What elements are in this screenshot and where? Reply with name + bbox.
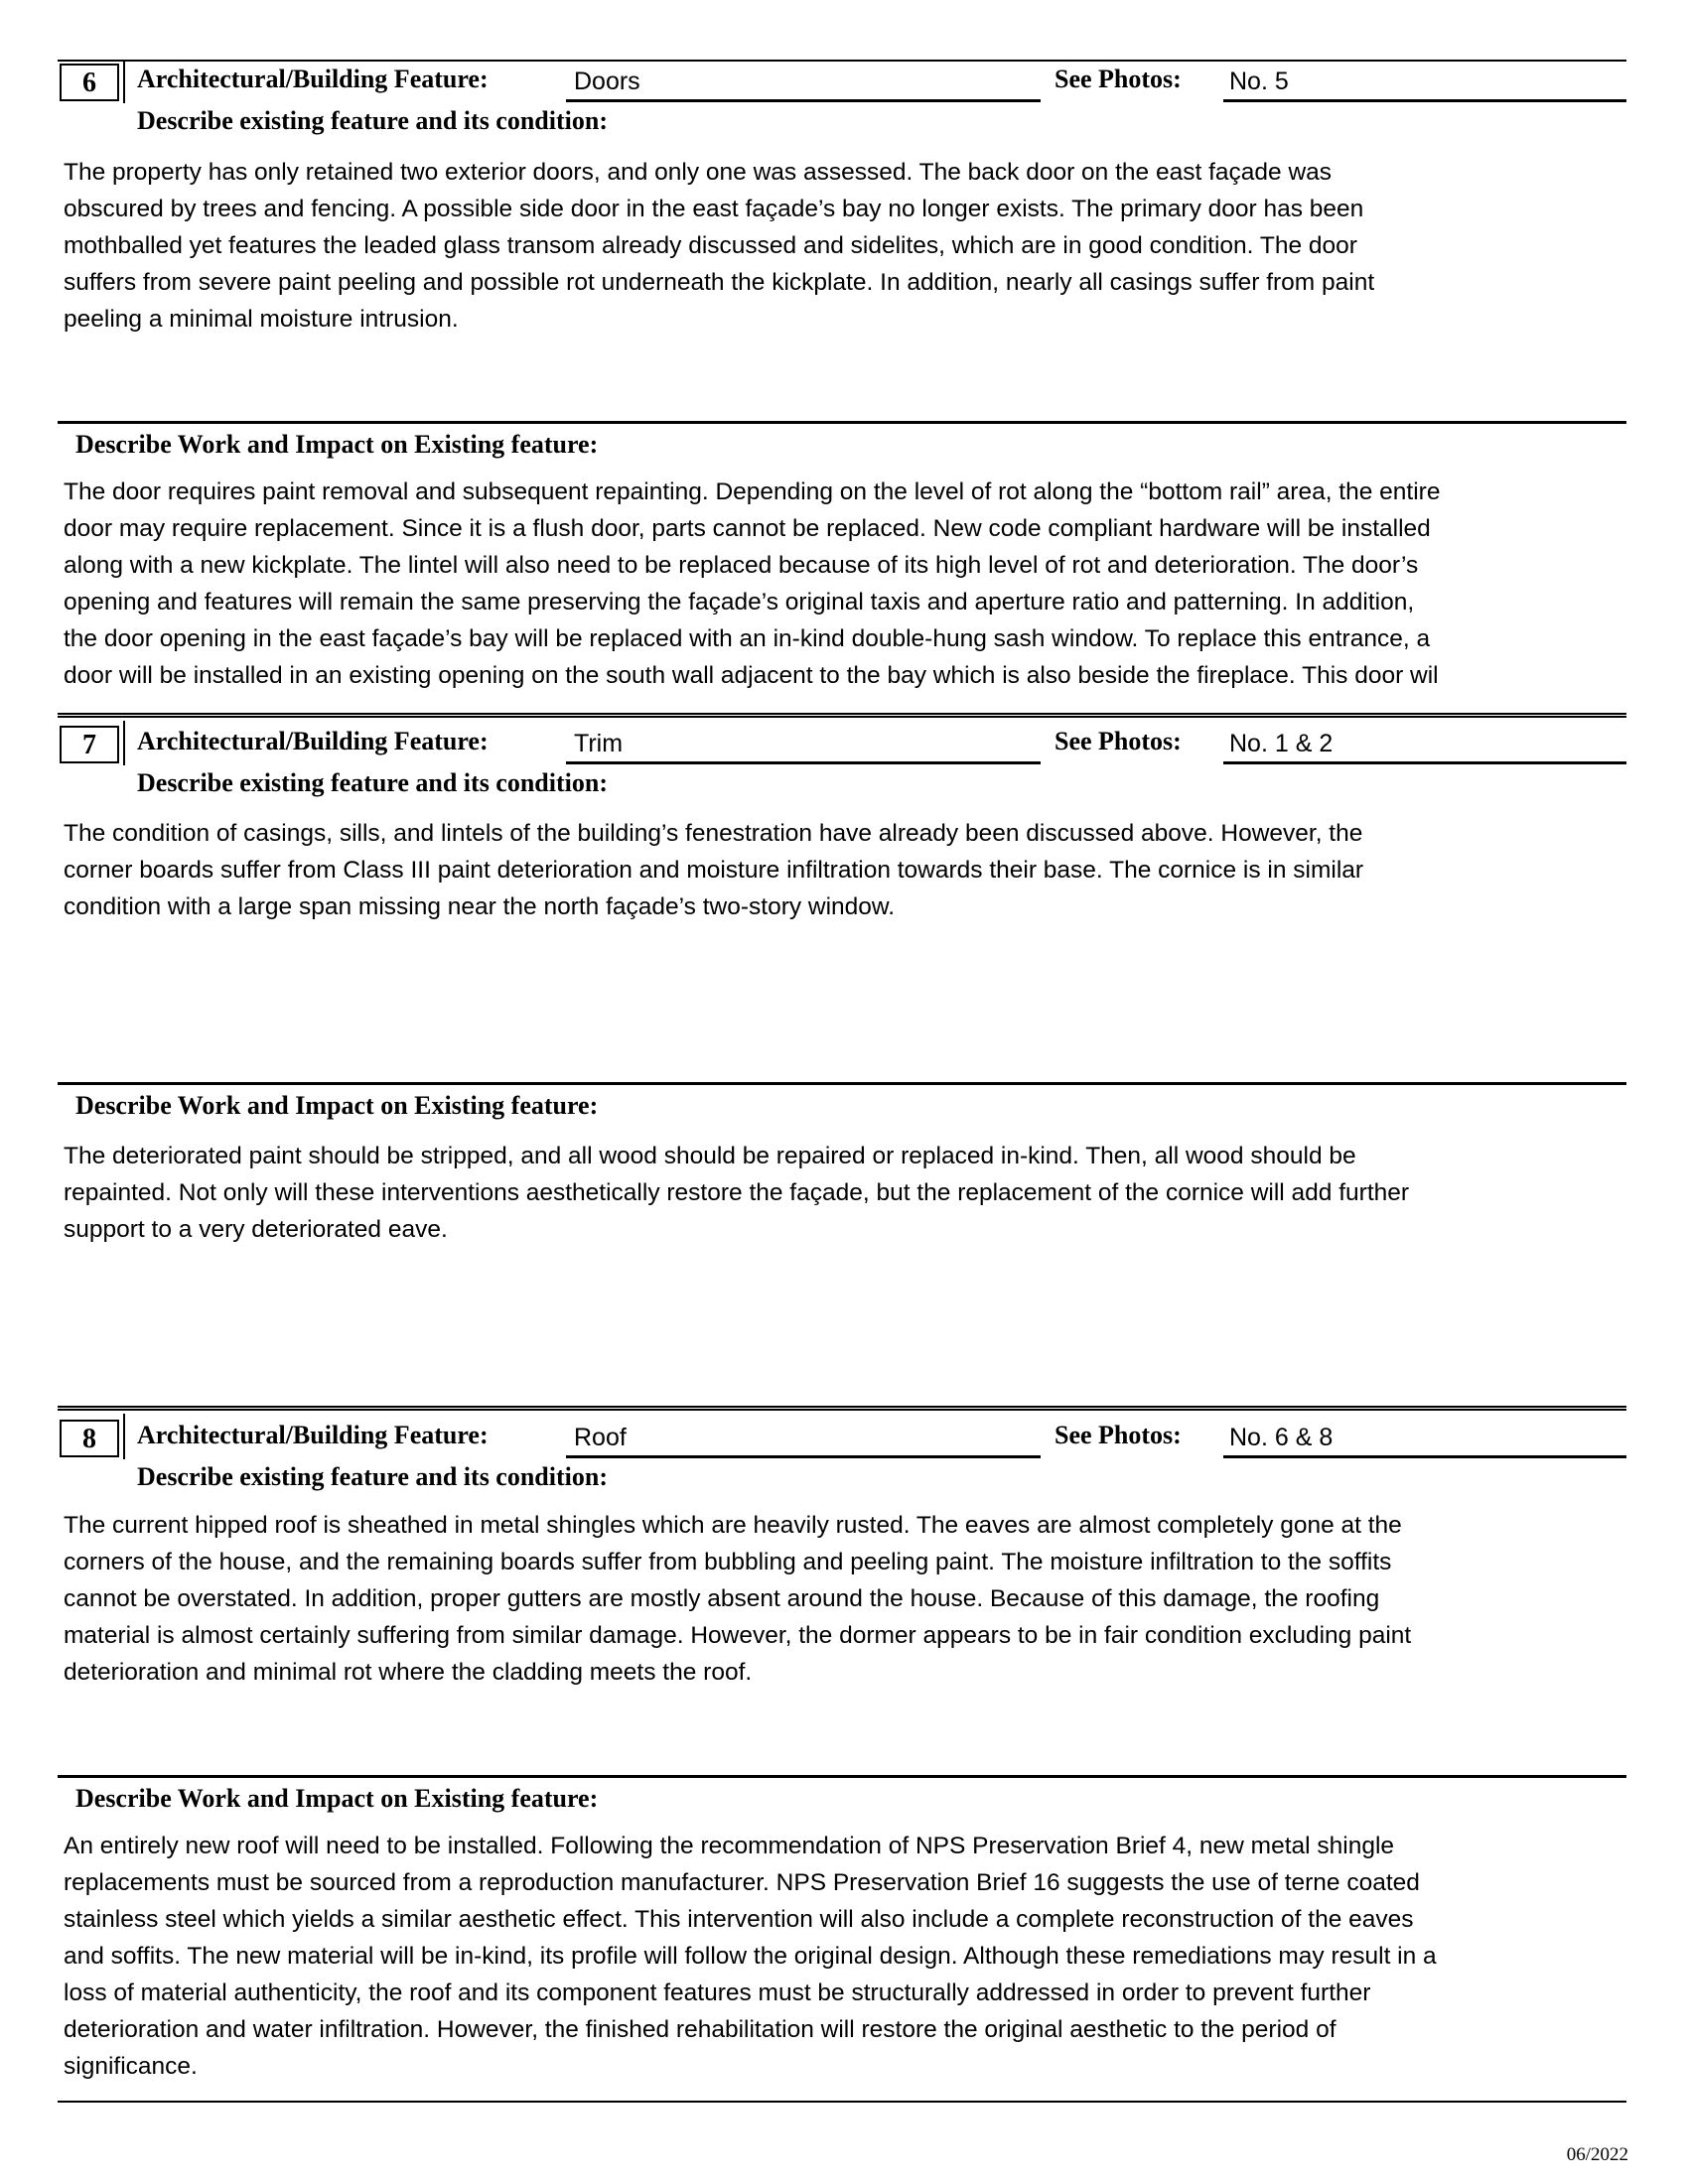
- existing-text: The condition of casings, sills, and lintels of the building’s fenestration have already been discussed above. However, the corner boards suffer from Class III paint deterioration and moisture infiltration towards their base. The cornice is in similar condition with a large span missing near the north façade’s two-story window.: [64, 820, 1364, 920]
- footer-rule: [58, 2101, 1626, 2103]
- feature-underline: [566, 761, 1041, 764]
- feature-underline: [566, 1455, 1041, 1458]
- existing-text: The property has only retained two exterior doors, and only one was assessed. The back door on the east façade was obscured by trees and fencing. A possible side door in the east façade’s bay no longer exists. The primary door has been mothballed yet features the leaded glass transom already discussed and sidelites, which are in good condition. The door suffers from severe paint peeling and possible rot underneath the kickplate. In addition, nearly all casings suffer from paint peeling a minimal moisture intrusion.: [64, 159, 1375, 333]
- work-text: The door requires paint removal and subsequent repainting. Depending on the level of rot along the “bottom rail” area, the entire door may require replacement. Since it is a flush door, parts cannot be replaced. New code compliant hardware will be installed along with a new kickplate. The lintel will also need to be replaced because of its high level of rot and deterioration. The door’s opening and features will remain the same preserving the façade’s original taxis and aperture ratio and patterning. In addition, the door opening in the east façade’s bay will be replaced with an in-kind double-hung sash window. To replace this entrance, a door will be installed in an existing opening on the south wall adjacent to the bay which is also beside the fireplace. This door wil: [64, 478, 1441, 689]
- work-text: An entirely new roof will need to be installed. Following the recommendation of NPS Preservation Brief 4, new metal shingle replacements must be sourced from a reproduction manufacturer. NPS Preservation Brief 16 suggests the use of terne coated stainless steel which yields a similar aesthetic effect. This intervention will also include a complete reconstruction of the eaves and soffits. The new material will be in-kind, its profile will follow the original design. Although these remediations may result in a loss of material authenticity, the roof and its component features must be structurally addressed in order to prevent further deterioration and water infiltration. However, the finished rehabilitation will restore the original aesthetic to the period of significance.: [64, 1833, 1437, 2080]
- feature-value: Roof: [574, 1424, 627, 1451]
- section-separator: [58, 1406, 1626, 1411]
- photos-label: See Photos:: [1055, 1421, 1182, 1449]
- footer-date: 06/2022: [1566, 2144, 1628, 2165]
- header-top-rule: [58, 60, 1626, 62]
- work-label: Describe Work and Impact on Existing feature:: [75, 430, 599, 459]
- photos-value: No. 6 & 8: [1229, 1424, 1334, 1451]
- header-divider: [123, 721, 125, 765]
- work-rule: [58, 1775, 1626, 1778]
- section-number: 7: [60, 726, 119, 763]
- work-label: Describe Work and Impact on Existing feature:: [75, 1784, 599, 1813]
- work-rule: [58, 421, 1626, 424]
- header-divider: [123, 60, 125, 103]
- work-text: The deteriorated paint should be stripped, and all wood should be repaired or replaced in-kind. Then, all wood should be repainted. Not only will these interventions aesthetically restore the façade, but the replacement of the cornice will add further support to a very deteriorated eave.: [64, 1143, 1410, 1243]
- feature-value: Trim: [574, 730, 624, 757]
- existing-label: Describe existing feature and its condition:: [137, 768, 608, 797]
- section-number: 6: [60, 64, 119, 101]
- work-rule: [58, 1082, 1626, 1085]
- feature-label: Architectural/Building Feature:: [137, 1421, 489, 1449]
- feature-label: Architectural/Building Feature:: [137, 65, 489, 93]
- photos-label: See Photos:: [1055, 727, 1182, 755]
- section-number: 8: [60, 1420, 119, 1457]
- section-separator: [58, 713, 1626, 718]
- existing-text: The current hipped roof is sheathed in metal shingles which are heavily rusted. The eaves are almost completely gone at the corners of the house, and the remaining boards suffer from bubbling and peeling paint. The moisture infiltration to the soffits cannot be overstated. In addition, proper gutters are mostly absent around the house. Because of this damage, the roofing material is almost certainly suffering from similar damage. However, the dormer appears to be in fair condition excluding paint deterioration and minimal rot where the cladding meets the roof.: [64, 1512, 1412, 1686]
- photos-underline: [1223, 1455, 1626, 1458]
- feature-underline: [566, 99, 1041, 102]
- photos-value: No. 5: [1229, 68, 1289, 95]
- photos-label: See Photos:: [1055, 65, 1182, 93]
- work-label: Describe Work and Impact on Existing feature:: [75, 1091, 599, 1120]
- photos-underline: [1223, 99, 1626, 102]
- existing-label: Describe existing feature and its condition:: [137, 106, 608, 135]
- feature-label: Architectural/Building Feature:: [137, 727, 489, 755]
- photos-underline: [1223, 761, 1626, 764]
- feature-value: Doors: [574, 68, 640, 95]
- header-divider: [123, 1414, 125, 1459]
- existing-label: Describe existing feature and its condition:: [137, 1462, 608, 1491]
- photos-value: No. 1 & 2: [1229, 730, 1334, 757]
